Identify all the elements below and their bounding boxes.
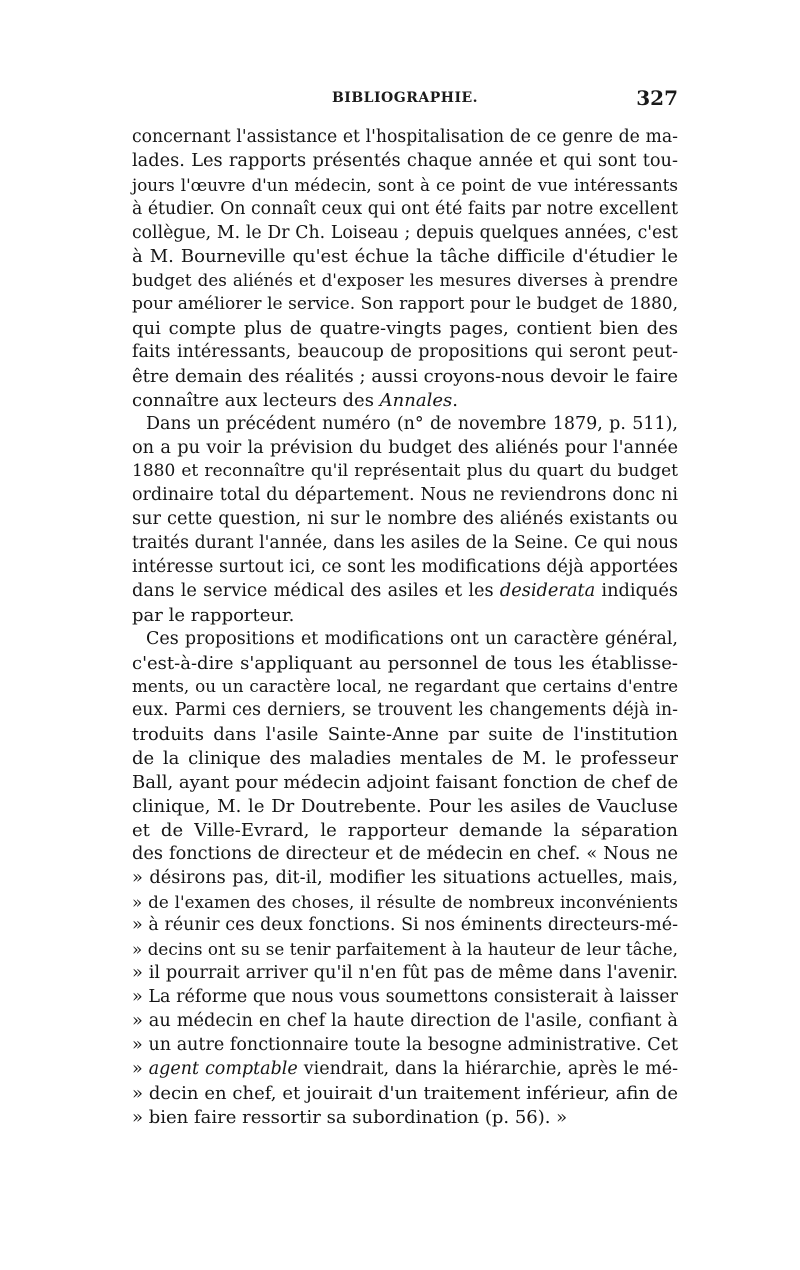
text-line: être demain des réalités ; aussi croyons-nous devoir le faire (132, 365, 678, 387)
text-line: concernant l'assistance et l'hospitalisation de ce genre de ma- (132, 127, 678, 147)
text-line: connaître aux lecteurs des Annales. (132, 389, 458, 411)
text-line: Ces propositions et modifications ont un caractère général, (146, 628, 678, 649)
text-line: 1880 et reconnaître qu'il représentait plus du quart du budget (132, 461, 678, 482)
text-line: » il pourrait arriver qu'il n'en fût pas de même dans l'avenir. (132, 963, 678, 984)
text-line: » à réunir ces deux fonctions. Si nos éminents directeurs-mé- (132, 915, 678, 936)
text-line: à M. Bourneville qu'est échue la tâche difficile d'étudier le (132, 246, 678, 268)
text-line: lades. Les rapports présentés chaque année et qui sont tou- (132, 150, 678, 171)
text-line: » La réforme que nous vous soumettons consisterait à laisser (132, 987, 678, 1008)
text-line: de la clinique des maladies mentales de M. le professeur (132, 748, 678, 770)
text-line: ordinaire total du département. Nous ne reviendrons donc ni (132, 485, 678, 506)
text-line: troduits dans l'asile Sainte-Anne par suite de l'institution (132, 724, 678, 746)
text-line: » agent comptable viendrait, dans la hiérarchie, après le mé- (132, 1058, 678, 1079)
body-text (132, 126, 678, 1129)
text-line: ments, ou un caractère local, ne regardant que certains d'entre (132, 676, 678, 697)
text-line: des fonctions de directeur et de médecin en chef. « Nous ne (132, 843, 678, 864)
text-line: » decin en chef, et jouirait d'un traitement inférieur, afin de (132, 1082, 678, 1104)
text-line: sur cette question, ni sur le nombre des aliénés existants ou (132, 509, 678, 530)
page-header (132, 86, 678, 114)
text-line: intéresse surtout ici, ce sont les modifications déjà apportées (132, 557, 678, 578)
text-line: à étudier. On connaît ceux qui ont été faits par notre excellent (132, 198, 678, 219)
text-line: clinique, M. le Dr Doutrebente. Pour les asiles de Vaucluse (132, 795, 678, 817)
text-line: qui compte plus de quatre-vingts pages, contient bien des (132, 318, 678, 340)
text-line: collègue, M. le Dr Ch. Loiseau ; depuis quelques années, c'est (132, 222, 678, 243)
text-line: pour améliorer le service. Son rapport pour le budget de 1880, (132, 294, 678, 315)
text-line: » decins ont su se tenir parfaitement à la hauteur de leur tâche, (132, 939, 678, 960)
text-line: c'est-à-dire s'appliquant au personnel de tous les établisse- (132, 652, 678, 674)
text-line: dans le service médical des asiles et les desiderata indiqués (132, 580, 678, 601)
text-line: » de l'examen des choses, il résulte de nombreux inconvénients (132, 891, 678, 912)
text-line: Dans un précédent numéro (n° de novembre 1879, p. 511), (146, 413, 678, 434)
text-line: » un autre fonctionnaire toute la besogne administrative. Cet (132, 1034, 678, 1055)
text-line: par le rapporteur. (132, 604, 295, 626)
text-line: traités durant l'année, dans les asiles de la Seine. Ce qui nous (132, 533, 678, 554)
page-number: 327 (636, 86, 678, 110)
running-head: BIBLIOGRAPHIE. (331, 90, 479, 106)
text-line: » bien faire ressortir sa subordination (p. 56). » (132, 1106, 568, 1128)
text-line: et de Ville-Evrard, le rapporteur demande la séparation (132, 819, 678, 841)
text-line: on a pu voir la prévision du budget des aliénés pour l'année (132, 437, 678, 458)
text-line: faits intéressants, beaucoup de propositions qui seront peut- (132, 342, 678, 363)
text-line: » désirons pas, dit-il, modifier les situations actuelles, mais, (132, 867, 678, 888)
text-line: eux. Parmi ces derniers, se trouvent les changements déjà in- (132, 700, 678, 721)
text-line: budget des aliénés et d'exposer les mesures diverses à prendre (132, 270, 678, 291)
text-line: Ball, ayant pour médecin adjoint faisant fonction de chef de (132, 772, 679, 794)
text-line: jours l'œuvre d'un médecin, sont à ce point de vue intéressants (132, 174, 678, 195)
text-line: » au médecin en chef la haute direction de l'asile, confiant à (132, 1010, 678, 1031)
